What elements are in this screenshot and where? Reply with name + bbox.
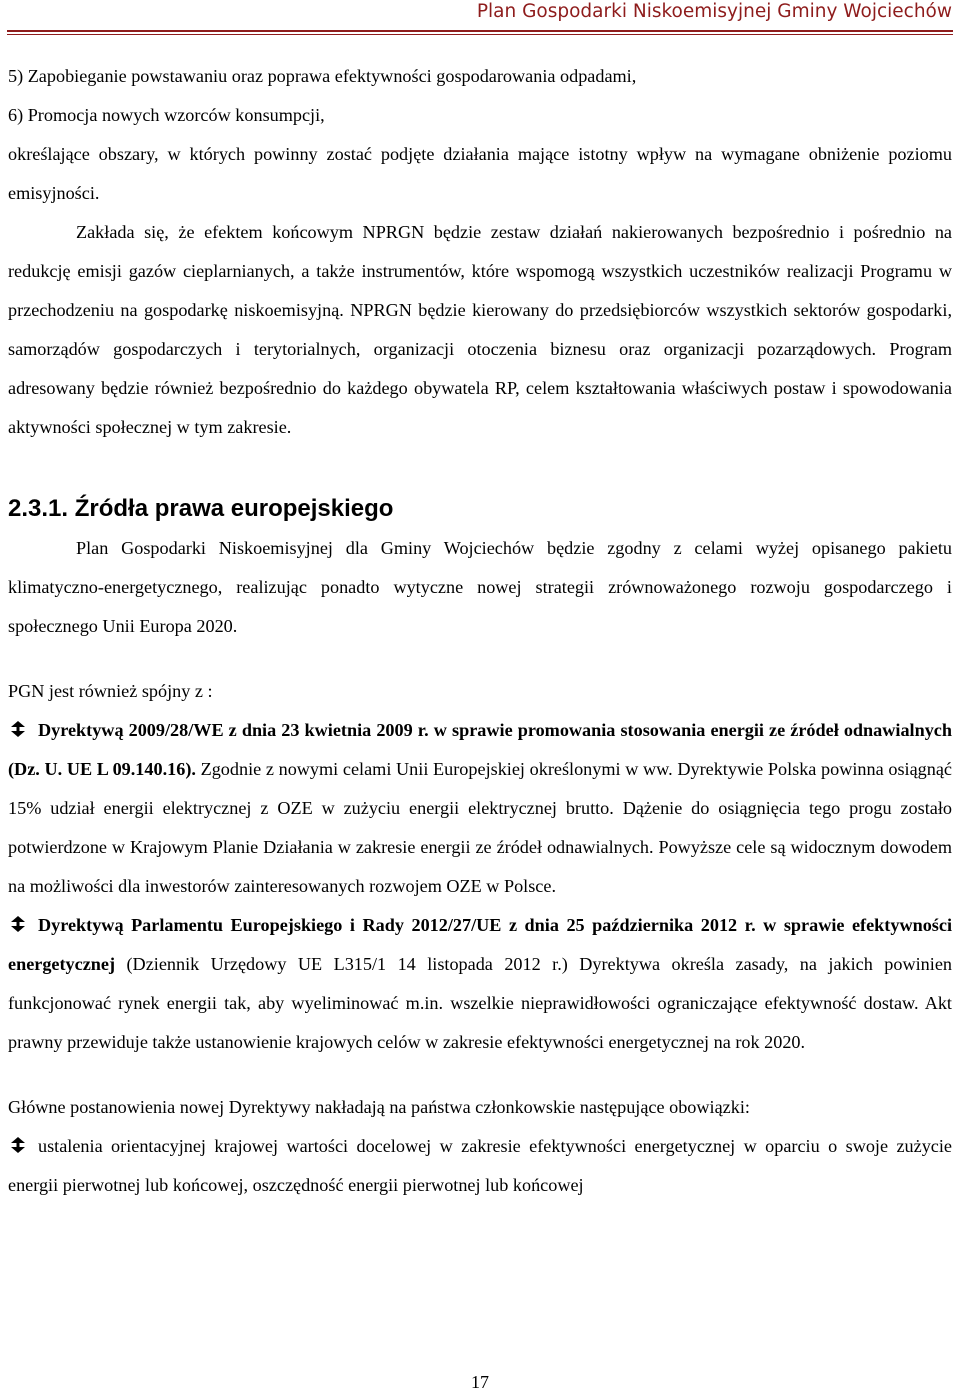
intro-conclusion: określające obszary, w których powinny zostać podjęte działania mające istotny wpływ na wymagane obniżenie poziomu emisyjności. (8, 144, 952, 203)
directive-1-item (8, 711, 952, 906)
paragraph-nprgn: Zakłada się, że efektem końcowym NPRGN będzie zestaw działań nakierowanych bezpośrednio i pośrednio na redukcję emisji gazów cieplarnianych, a także instrumentów, które wspomogą wszystkich uczestników realizacji Programu w przechodzeniu na gospodarkę niskoemisyjną. NPRGN będzie kierowany do przedsiębiorców wszystkich sektorów gospodarki, samorządów gospodarczych i terytorialnych, organizacji otoczenia biznesu oraz organizacji pozarządowych. Program adresowany będzie również bezpośrednio do każdego obywatela RP, celem kształtowania właściwych postaw i spowodowania aktywności społecznej w tym zakresie. (8, 222, 952, 437)
document-body (8, 57, 952, 1205)
header-title: Plan Gospodarki Niskoemisyjnej Gminy Wojciechów (476, 1, 952, 22)
section-heading: 2.3.1. Źródła prawa europejskiego (8, 495, 394, 522)
obligations-intro: Główne postanowienia nowej Dyrektywy nakładają na państwa członkowskie następujące obowiązki: (8, 1097, 750, 1117)
directive-2-text: (Dziennik Urzędowy UE L315/1 14 listopada 2012 r.) Dyrektywa określa zasady, na jakich powinien funkcjonować rynek energii tak, aby wyeliminować m.in. wszelkie nieprawidłowości ograniczające efektywność dostaw. Akt prawny przewiduje także ustanowienie krajowych celów w zakresie efektywności energetycznej na rok 2020. (8, 954, 952, 1052)
list-item-6: 6) Promocja nowych wzorców konsumpcji, (8, 105, 325, 125)
list-item-5: 5) Zapobieganie powstawaniu oraz poprawa efektywności gospodarowania odpadami, (8, 66, 637, 86)
directive-1-text: Zgodnie z nowymi celami Unii Europejskiej określonymi w ww. Dyrektywie Polska powinna osiągnąć 15% udział energii elektrycznej z OZE w zużyciu energii elektrycznej brutto. Dążenie do osiągnięcia tego progu zostało potwierdzone w Krajowym Planie Działania w zakresie energii ze źródeł odnawialnych. Powyższe cele są widocznym dowodem na możliwości dla inwestorów zainteresowanych rozwojem OZE w Polsce. (8, 759, 952, 896)
section-paragraph: Plan Gospodarki Niskoemisyjnej dla Gminy Wojciechów będzie zgodny z celami wyżej opisanego pakietu klimatyczno-energetycznego, realizując ponadto wytyczne nowej strategii zrównoważonego rozwoju gospodarczego i społecznego Unii Europa 2020. (8, 538, 952, 636)
directive-2-item (8, 906, 952, 1062)
double-arrow-up-down-icon (8, 1136, 28, 1154)
page-header (0, 0, 960, 30)
double-arrow-up-down-icon (8, 720, 28, 738)
obligation-1-text: ustalenia orientacyjnej krajowej wartości docelowej w zakresie efektywności energetycznej w oparciu o swoje zużycie energii pierwotnej lub końcowej, oszczędność energii pierwotnej lub końcowej (8, 1136, 952, 1195)
header-divider (7, 30, 953, 32)
header-divider-thin (7, 34, 953, 35)
directive-1-title: Dyrektywą 2009/28/WE z dnia 23 kwietnia 2009 r. w sprawie promowania stosowania energii ze źródeł odnawialnych (Dz. U. UE L 09.140.16). (8, 720, 952, 779)
double-arrow-up-down-icon (8, 915, 28, 933)
spacer (8, 1062, 952, 1088)
obligation-1-item (8, 1127, 952, 1205)
spacer (8, 646, 952, 672)
page-number: 17 (471, 1372, 489, 1392)
spacer (8, 447, 952, 489)
directive-2-title: Dyrektywą Parlamentu Europejskiego i Rady 2012/27/UE z dnia 25 października 2012 r. w sprawie efektywności energetycznej (8, 915, 952, 974)
consistency-intro: PGN jest również spójny z : (8, 681, 213, 701)
